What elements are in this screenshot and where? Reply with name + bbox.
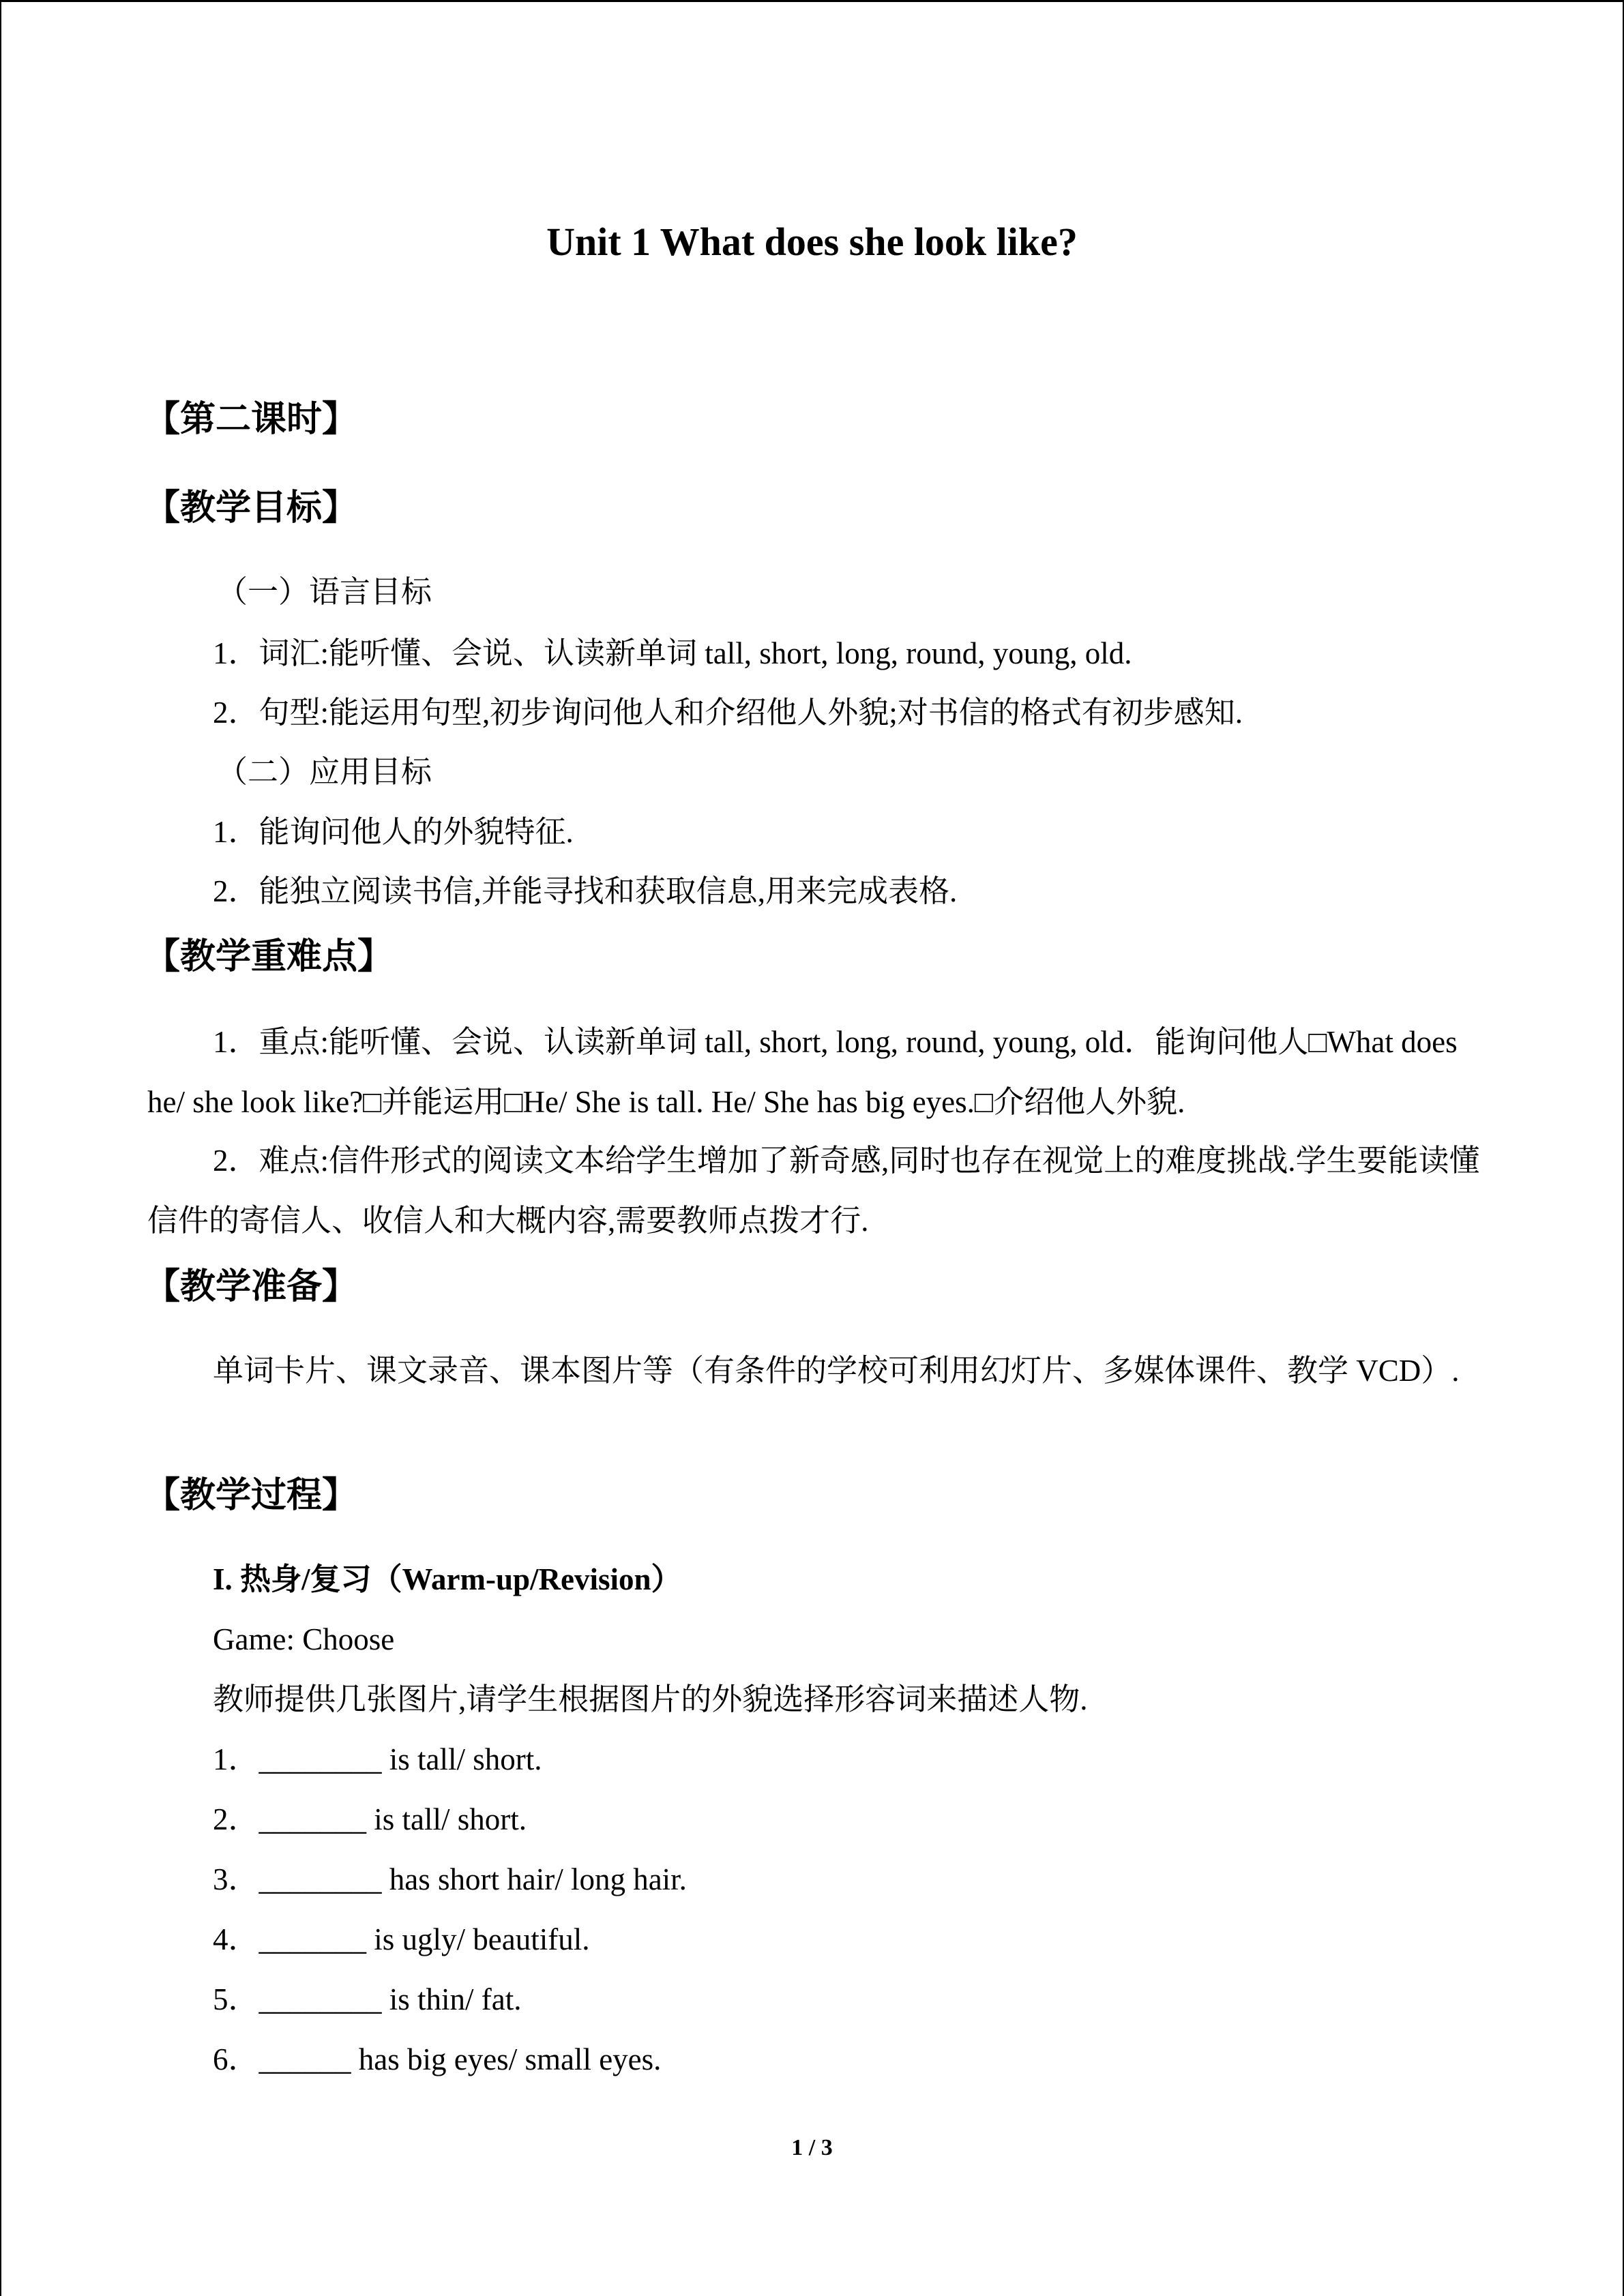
application-goal-item: 1．能询问他人的外貌特征. xyxy=(213,815,574,849)
game-title: Game: Choose xyxy=(213,1622,395,1656)
application-goal-heading: （二）应用目标 xyxy=(217,755,432,789)
application-goal-item: 2．能独立阅读书信,并能寻找和获取信息,用来完成表格. xyxy=(213,874,958,908)
difficulty-paragraph: 2．难点:信件形式的阅读文本给学生增加了新奇感,同时也存在视觉上的难度挑战.学生要能读懂信件的寄信人、收信人和大概内容,需要教师点拨才行. xyxy=(147,1144,1480,1238)
exercise-item: 5．________ is thin/ fat. xyxy=(213,1982,522,2016)
game-instruction: 教师提供几张图片,请学生根据图片的外貌选择形容词来描述人物. xyxy=(213,1682,1088,1716)
language-goal-item: 1．词汇:能听懂、会说、认读新单词 tall, short, long, round, young, old. xyxy=(213,636,1132,670)
language-goal-heading: （一）语言目标 xyxy=(217,575,432,609)
section-lesson-heading: 【第二课时】 xyxy=(145,399,358,440)
page-left-border xyxy=(0,0,1,2296)
key-point-paragraph: 1．重点:能听懂、会说、认读新单词 tall, short, long, round, young, old．能询问他人□What does he/ she look like?□并能运用□He/ She is tall. He/ She has big eyes.□介绍他人外貌. xyxy=(147,1025,1458,1119)
preparation-paragraph: 单词卡片、课文录音、课本图片等（有条件的学校可利用幻灯片、多媒体课件、教学 VCD）. xyxy=(213,1354,1460,1388)
exercise-item: 3．________ has short hair/ long hair. xyxy=(213,1862,687,1896)
section-objectives-heading: 【教学目标】 xyxy=(145,488,358,528)
page-number: 1 / 3 xyxy=(791,2135,833,2160)
section-preparation-heading: 【教学准备】 xyxy=(145,1266,358,1307)
section-process-heading: 【教学过程】 xyxy=(145,1475,358,1516)
exercise-item: 6．______ has big eyes/ small eyes. xyxy=(213,2042,662,2076)
exercise-item: 1．________ is tall/ short. xyxy=(213,1742,542,1776)
exercise-item: 4．_______ is ugly/ beautiful. xyxy=(213,1922,590,1956)
document-title: Unit 1 What does she look like? xyxy=(546,220,1078,264)
warm-up-heading: I. 热身/复习（Warm-up/Revision） xyxy=(213,1562,682,1596)
page-top-border xyxy=(0,0,1624,2)
section-key-points-heading: 【教学重难点】 xyxy=(145,936,394,977)
exercise-item: 2．_______ is tall/ short. xyxy=(213,1802,527,1836)
language-goal-item: 2．句型:能运用句型,初步询问他人和介绍他人外貌;对书信的格式有初步感知. xyxy=(213,696,1243,730)
